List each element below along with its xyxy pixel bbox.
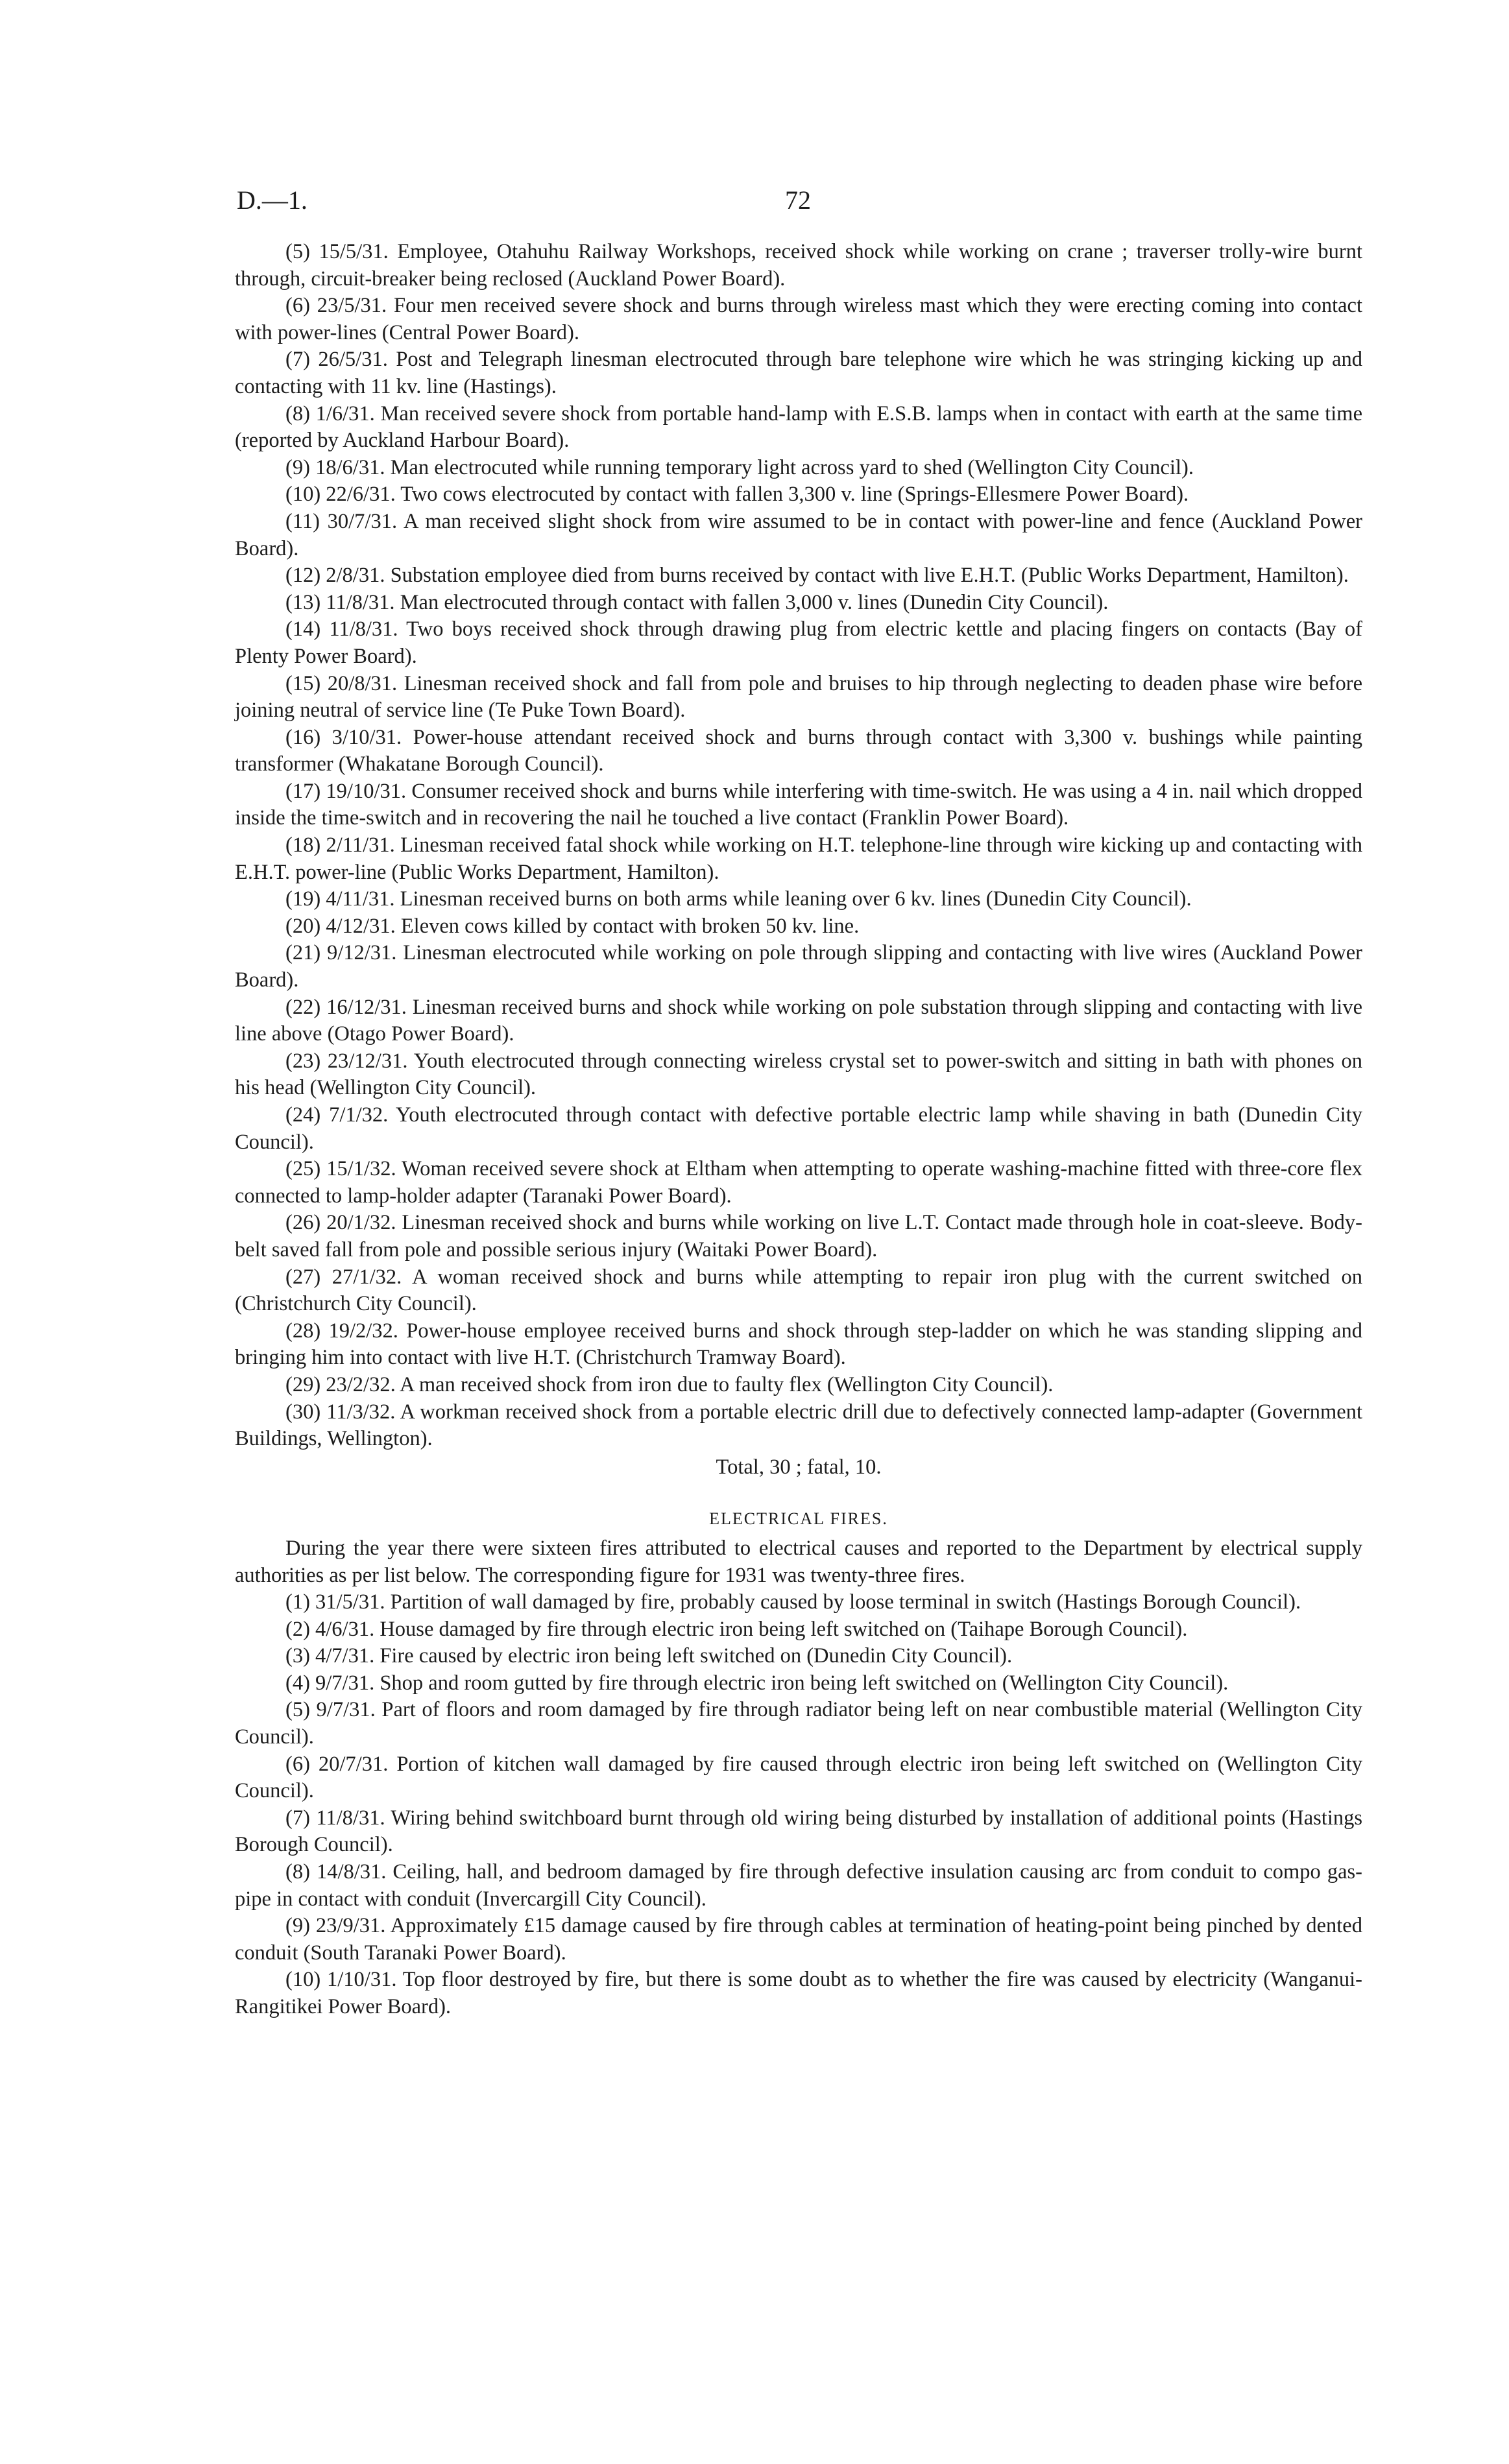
accident-entry: (20) 4/12/31. Eleven cows killed by contact with broken 50 kv. line. (285, 914, 860, 938)
accident-entry: (27) 27/1/32. A woman received shock and burns while attempting to repair iron plug with the current switched on (Christchurch City Council). (235, 1265, 1362, 1316)
fire-entry: (7) 11/8/31. Wiring behind switchboard burnt through old wiring being disturbed by installation of additional points (Hastings Borough Council). (235, 1806, 1362, 1857)
body-text (235, 239, 1362, 2021)
document-reference: D.—1. (237, 185, 308, 215)
fire-entry: (5) 9/7/31. Part of floors and room damaged by fire through radiator being left on near combustible material (Wellington City Council). (235, 1698, 1362, 1749)
accident-entry: (26) 20/1/32. Linesman received shock and burns while working on live L.T. Contact made through hole in coat-sleeve. Body-belt saved fall from pole and possible serious injury (Waitaki Power Board). (235, 1211, 1362, 1262)
fire-entry: (4) 9/7/31. Shop and room gutted by fire through electric iron being left switched on (Wellington City Council). (285, 1671, 1229, 1695)
section-heading: ELECTRICAL FIRES. (709, 1509, 888, 1529)
accident-entry: (17) 19/10/31. Consumer received shock and burns while interfering with time-switch. He was using a 4 in. nail which dropped inside the time-switch and in recovering the nail he touched a live contact (Franklin Power Board). (235, 779, 1362, 830)
fire-entry: (9) 23/9/31. Approximately £15 damage caused by fire through cables at termination of heating-point being pinched by dented conduit (South Taranaki Power Board). (235, 1914, 1362, 1965)
accident-entry: (30) 11/3/32. A workman received shock from a portable electric drill due to defectively connected lamp-adapter (Government Buildings, Wellington). (235, 1400, 1362, 1451)
accident-entry: (21) 9/12/31. Linesman electrocuted while working on pole through slipping and contacting with live wires (Auckland Power Board). (235, 941, 1362, 992)
accident-entry: (8) 1/6/31. Man received severe shock from portable hand-lamp with E.S.B. lamps when in contact with earth at the same time (reported by Auckland Harbour Board). (235, 401, 1362, 453)
accident-entry: (19) 4/11/31. Linesman received burns on both arms while leaning over 6 kv. lines (Dunedin City Council). (285, 887, 1192, 911)
accident-entry: (6) 23/5/31. Four men received severe shock and burns through wireless mast which they were erecting coming into contact with power-lines (Central Power Board). (235, 294, 1362, 344)
fire-entry: (8) 14/8/31. Ceiling, hall, and bedroom damaged by fire through defective insulation causing arc from conduit to compo gas-pipe in contact with conduit (Invercargill City Council). (235, 1860, 1362, 1911)
accident-total: Total, 30 ; fatal, 10. (716, 1455, 882, 1479)
accident-entry: (22) 16/12/31. Linesman received burns and shock while working on pole substation through slipping and contacting with live line above (Otago Power Board). (235, 995, 1362, 1046)
accident-entry: (29) 23/2/32. A man received shock from iron due to faulty flex (Wellington City Council). (285, 1372, 1054, 1396)
fire-entry: (10) 1/10/31. Top floor destroyed by fire, but there is some doubt as to whether the fire was caused by electricity (Wanganui-Rangitikei Power Board). (235, 1968, 1362, 2018)
accident-entry: (16) 3/10/31. Power-house attendant received shock and burns through contact with 3,300 v. bushings while painting transformer (Whakatane Borough Council). (235, 725, 1362, 776)
accident-entry: (13) 11/8/31. Man electrocuted through contact with fallen 3,000 v. lines (Dunedin City Council). (285, 590, 1109, 614)
accident-entry: (9) 18/6/31. Man electrocuted while running temporary light across yard to shed (Wellington City Council). (285, 455, 1194, 479)
page-number: 72 (785, 185, 811, 215)
fire-entry: (2) 4/6/31. House damaged by fire through electric iron being left switched on (Taihape Borough Council). (285, 1617, 1188, 1641)
fire-entry: (1) 31/5/31. Partition of wall damaged by fire, probably caused by loose terminal in switch (Hastings Borough Council). (285, 1590, 1301, 1614)
accident-entry: (24) 7/1/32. Youth electrocuted through contact with defective portable electric lamp while shaving in bath (Dunedin City Council). (235, 1103, 1362, 1154)
accident-entry: (5) 15/5/31. Employee, Otahuhu Railway Workshops, received shock while working on crane ; traverser trolly-wire burnt through, circuit-breaker being reclosed (Auckland Power Board). (235, 240, 1362, 291)
accident-entry: (15) 20/8/31. Linesman received shock and fall from pole and bruises to hip through neglecting to deaden phase wire before joining neutral of service line (Te Puke Town Board). (235, 671, 1362, 723)
accident-entry: (7) 26/5/31. Post and Telegraph linesman electrocuted through bare telephone wire which he was stringing kicking up and contacting with 11 kv. line (Hastings). (235, 348, 1362, 398)
fires-intro: During the year there were sixteen fires attributed to electrical causes and reported to the Department by electrical supply authorities as per list below. The corresponding figure for 1931 was twenty-three fires. (235, 1536, 1362, 1587)
accident-entry: (23) 23/12/31. Youth electrocuted through connecting wireless crystal set to power-switch and sitting in bath with phones on his head (Wellington City Council). (235, 1049, 1362, 1100)
fire-entry: (3) 4/7/31. Fire caused by electric iron being left switched on (Dunedin City Council). (285, 1644, 1013, 1668)
accident-entry: (28) 19/2/32. Power-house employee received burns and shock through step-ladder on which he was standing slipping and bringing him into contact with live H.T. (Christchurch Tramway Board). (235, 1319, 1362, 1370)
accident-entry: (12) 2/8/31. Substation employee died from burns received by contact with live E.H.T. (Public Works Department, Hamilton). (285, 564, 1349, 588)
fire-entry: (6) 20/7/31. Portion of kitchen wall damaged by fire caused through electric iron being left switched on (Wellington City Council). (235, 1752, 1362, 1803)
running-head (237, 185, 1359, 224)
accident-entry: (14) 11/8/31. Two boys received shock through drawing plug from electric kettle and placing fingers on contacts (Bay of Plenty Power Board). (235, 617, 1362, 668)
accident-entry: (25) 15/1/32. Woman received severe shock at Eltham when attempting to operate washing-machine fitted with three-core flex connected to lamp-holder adapter (Taranaki Power Board). (235, 1157, 1362, 1208)
accident-entry: (18) 2/11/31. Linesman received fatal shock while working on H.T. telephone-line through wire kicking up and contacting with E.H.T. power-line (Public Works Department, Hamilton). (235, 833, 1362, 884)
accident-entry: (10) 22/6/31. Two cows electrocuted by contact with fallen 3,300 v. line (Springs-Ellesmere Power Board). (285, 483, 1189, 507)
accident-entry: (11) 30/7/31. A man received slight shock from wire assumed to be in contact with power-line and fence (Auckland Power Board). (235, 509, 1362, 560)
